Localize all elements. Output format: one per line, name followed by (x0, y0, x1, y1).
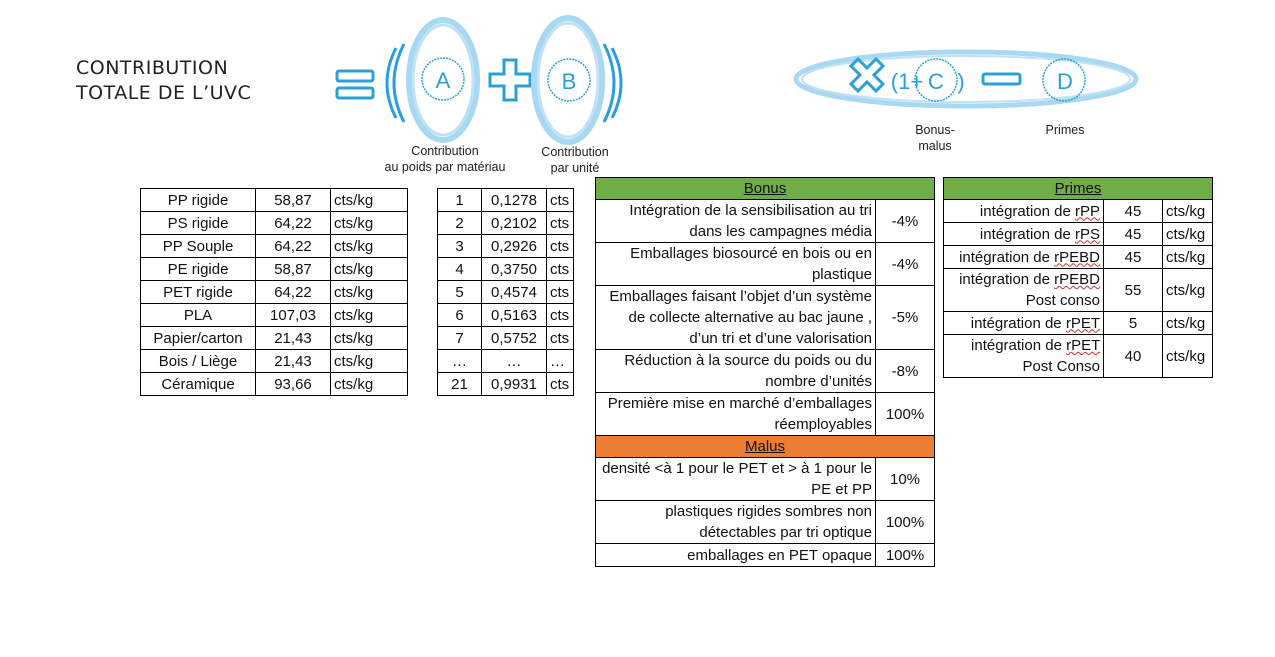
primes-header-label: Primes (944, 178, 1213, 200)
table-row (596, 350, 935, 393)
unit-value: 0,2926 (482, 235, 547, 258)
malus-value: 100% (876, 501, 935, 544)
label-a: Contribution au poids par matériau (384, 144, 506, 174)
material-unit: cts/kg (331, 373, 408, 396)
table-row (141, 235, 408, 258)
table-row (141, 304, 408, 327)
prime-label-material: rPP (1074, 202, 1100, 220)
material-value: 107,03 (256, 304, 331, 327)
table-row (944, 223, 1213, 246)
material-value: 64,22 (256, 281, 331, 304)
plus-icon (490, 60, 530, 100)
unit-count: 2 (438, 212, 482, 235)
malus-header-label: Malus (596, 436, 935, 458)
prime-label-prefix: intégration de (970, 314, 1066, 332)
material-unit: cts/kg (331, 235, 408, 258)
table-row (944, 246, 1213, 269)
table-row (438, 327, 574, 350)
unit-count: 4 (438, 258, 482, 281)
unit-value: 0,2102 (482, 212, 547, 235)
table-row (141, 281, 408, 304)
table-row (596, 243, 935, 286)
material-name: PS rigide (141, 212, 256, 235)
table-row (438, 350, 574, 373)
bonus-desc: Emballages biosourcé en bois ou en plastique (596, 243, 876, 286)
table-row (438, 212, 574, 235)
prime-label-material: rPET (1066, 337, 1100, 354)
prime-label (944, 335, 1104, 378)
material-value: 21,43 (256, 327, 331, 350)
unit-count: 7 (438, 327, 482, 350)
prime-unit: cts/kg (1163, 200, 1213, 223)
bonus-value: 100% (876, 393, 935, 436)
unit-value: 0,1278 (482, 189, 547, 212)
table-row (596, 393, 935, 436)
table-row (141, 212, 408, 235)
prime-unit: cts/kg (1163, 269, 1213, 312)
table-row (141, 350, 408, 373)
table-row (438, 189, 574, 212)
table-row (141, 258, 408, 281)
unit-unit: cts (547, 189, 574, 212)
bonus-value: -4% (876, 200, 935, 243)
unit-value: 0,4574 (482, 281, 547, 304)
prime-label-prefix: intégration de (959, 248, 1055, 266)
bonus-desc: Intégration de la sensibilisation au tri dans les campagnes média (596, 200, 876, 243)
label-b: Contribution par unité (541, 145, 609, 175)
bonus-value: -4% (876, 243, 935, 286)
table-row (944, 269, 1213, 312)
table-row (596, 286, 935, 350)
table-row (944, 312, 1213, 335)
formula-b: B (561, 69, 577, 94)
bonus-header (596, 178, 935, 200)
prime-label (944, 269, 1104, 312)
malus-desc: densité <à 1 pour le PET et > à 1 pour le PE et PP (596, 458, 876, 501)
unit-count: 5 (438, 281, 482, 304)
prime-value: 45 (1104, 223, 1163, 246)
prime-label-suffix: Post Conso (1022, 358, 1100, 375)
material-value: 58,87 (256, 258, 331, 281)
material-unit: cts/kg (331, 327, 408, 350)
prime-unit: cts/kg (1163, 335, 1213, 378)
prime-value: 55 (1104, 269, 1163, 312)
material-value: 21,43 (256, 350, 331, 373)
material-name: PP rigide (141, 189, 256, 212)
prime-label-material: rPS (1074, 225, 1100, 243)
unit-unit: cts (547, 258, 574, 281)
primes-table (943, 177, 1213, 378)
formula-diagram (0, 0, 1275, 180)
prime-label-prefix: intégration de (959, 271, 1055, 288)
bonus-desc: Emballages faisant l’objet d’un système de collecte alternative au bac jaune , d’un tri et d’une valorisation (596, 286, 876, 350)
malus-value: 10% (876, 458, 935, 501)
table-row (141, 189, 408, 212)
formula-c-suffix: ) (957, 69, 965, 94)
prime-unit: cts/kg (1163, 223, 1213, 246)
malus-desc: plastiques rigides sombres non détectables par tri optique (596, 501, 876, 544)
title-line-2: TOTALE DE L’UVC (76, 82, 252, 104)
unit-unit: cts (547, 281, 574, 304)
label-c: Bonus- malus (915, 123, 955, 153)
unit-unit: cts (547, 212, 574, 235)
malus-desc: emballages en PET opaque (596, 544, 876, 567)
material-unit: cts/kg (331, 281, 408, 304)
material-name: Bois / Liège (141, 350, 256, 373)
prime-label-suffix: Post conso (1025, 292, 1100, 309)
material-value: 93,66 (256, 373, 331, 396)
unit-count: 21 (438, 373, 482, 396)
bonus-desc: Réduction à la source du poids ou du nombre d’unités (596, 350, 876, 393)
label-d: Primes (1045, 123, 1085, 137)
table-row (596, 458, 935, 501)
formula-c-prefix: (1+ (890, 69, 924, 94)
material-name: PET rigide (141, 281, 256, 304)
prime-unit: cts/kg (1163, 246, 1213, 269)
equals-icon (337, 71, 373, 81)
unit-value: 0,3750 (482, 258, 547, 281)
malus-value: 100% (876, 544, 935, 567)
unit-value: 0,9931 (482, 373, 547, 396)
table-row (944, 200, 1213, 223)
unit-count: 1 (438, 189, 482, 212)
table-row (438, 304, 574, 327)
unit-unit: cts (547, 304, 574, 327)
table-row (596, 200, 935, 243)
prime-value: 45 (1104, 246, 1163, 269)
table-row (438, 373, 574, 396)
unit-unit: cts (547, 235, 574, 258)
bonus-value: -5% (876, 286, 935, 350)
table-row (141, 373, 408, 396)
material-unit: cts/kg (331, 350, 408, 373)
unit-unit: cts (547, 373, 574, 396)
prime-label-material: rPEBD (1054, 248, 1100, 266)
prime-unit: cts/kg (1163, 312, 1213, 335)
multiply-icon (851, 59, 883, 91)
table-row (944, 335, 1213, 378)
primes-header (944, 178, 1213, 200)
unit-unit: … (547, 350, 574, 373)
prime-label-prefix: intégration de (979, 225, 1075, 243)
prime-value: 45 (1104, 200, 1163, 223)
unit-value: 0,5752 (482, 327, 547, 350)
prime-label-prefix: intégration de (971, 337, 1067, 354)
bonus-header-label: Bonus (596, 178, 935, 200)
unit-count: 6 (438, 304, 482, 327)
table-row (141, 327, 408, 350)
bonus-malus-table (595, 177, 935, 567)
table-row (596, 544, 935, 567)
units-table (437, 188, 574, 396)
material-value: 64,22 (256, 212, 331, 235)
material-name: PP Souple (141, 235, 256, 258)
minus-icon (983, 74, 1020, 84)
material-unit: cts/kg (331, 212, 408, 235)
table-row (438, 258, 574, 281)
formula-c: C (928, 69, 944, 94)
malus-header (596, 436, 935, 458)
table-row (596, 501, 935, 544)
material-unit: cts/kg (331, 189, 408, 212)
bonus-desc: Première mise en marché d’emballages réemployables (596, 393, 876, 436)
unit-count: 3 (438, 235, 482, 258)
material-unit: cts/kg (331, 258, 408, 281)
unit-value: … (482, 350, 547, 373)
unit-count: … (438, 350, 482, 373)
material-name: PLA (141, 304, 256, 327)
title-line-1: CONTRIBUTION (76, 57, 229, 79)
formula-a: A (435, 68, 451, 93)
prime-value: 40 (1104, 335, 1163, 378)
material-unit: cts/kg (331, 304, 408, 327)
prime-label-prefix: intégration de (979, 202, 1075, 220)
material-value: 58,87 (256, 189, 331, 212)
prime-label-material: rPEBD (1054, 271, 1100, 288)
unit-unit: cts (547, 327, 574, 350)
material-name: Céramique (141, 373, 256, 396)
prime-label (944, 246, 1104, 269)
material-name: Papier/carton (141, 327, 256, 350)
prime-label (944, 312, 1104, 335)
formula-d: D (1057, 69, 1073, 94)
prime-value: 5 (1104, 312, 1163, 335)
table-row (438, 235, 574, 258)
prime-label (944, 200, 1104, 223)
material-value: 64,22 (256, 235, 331, 258)
material-name: PE rigide (141, 258, 256, 281)
materials-table (140, 188, 408, 396)
table-row (438, 281, 574, 304)
prime-label-material: rPET (1065, 314, 1100, 332)
unit-value: 0,5163 (482, 304, 547, 327)
bonus-value: -8% (876, 350, 935, 393)
prime-label (944, 223, 1104, 246)
